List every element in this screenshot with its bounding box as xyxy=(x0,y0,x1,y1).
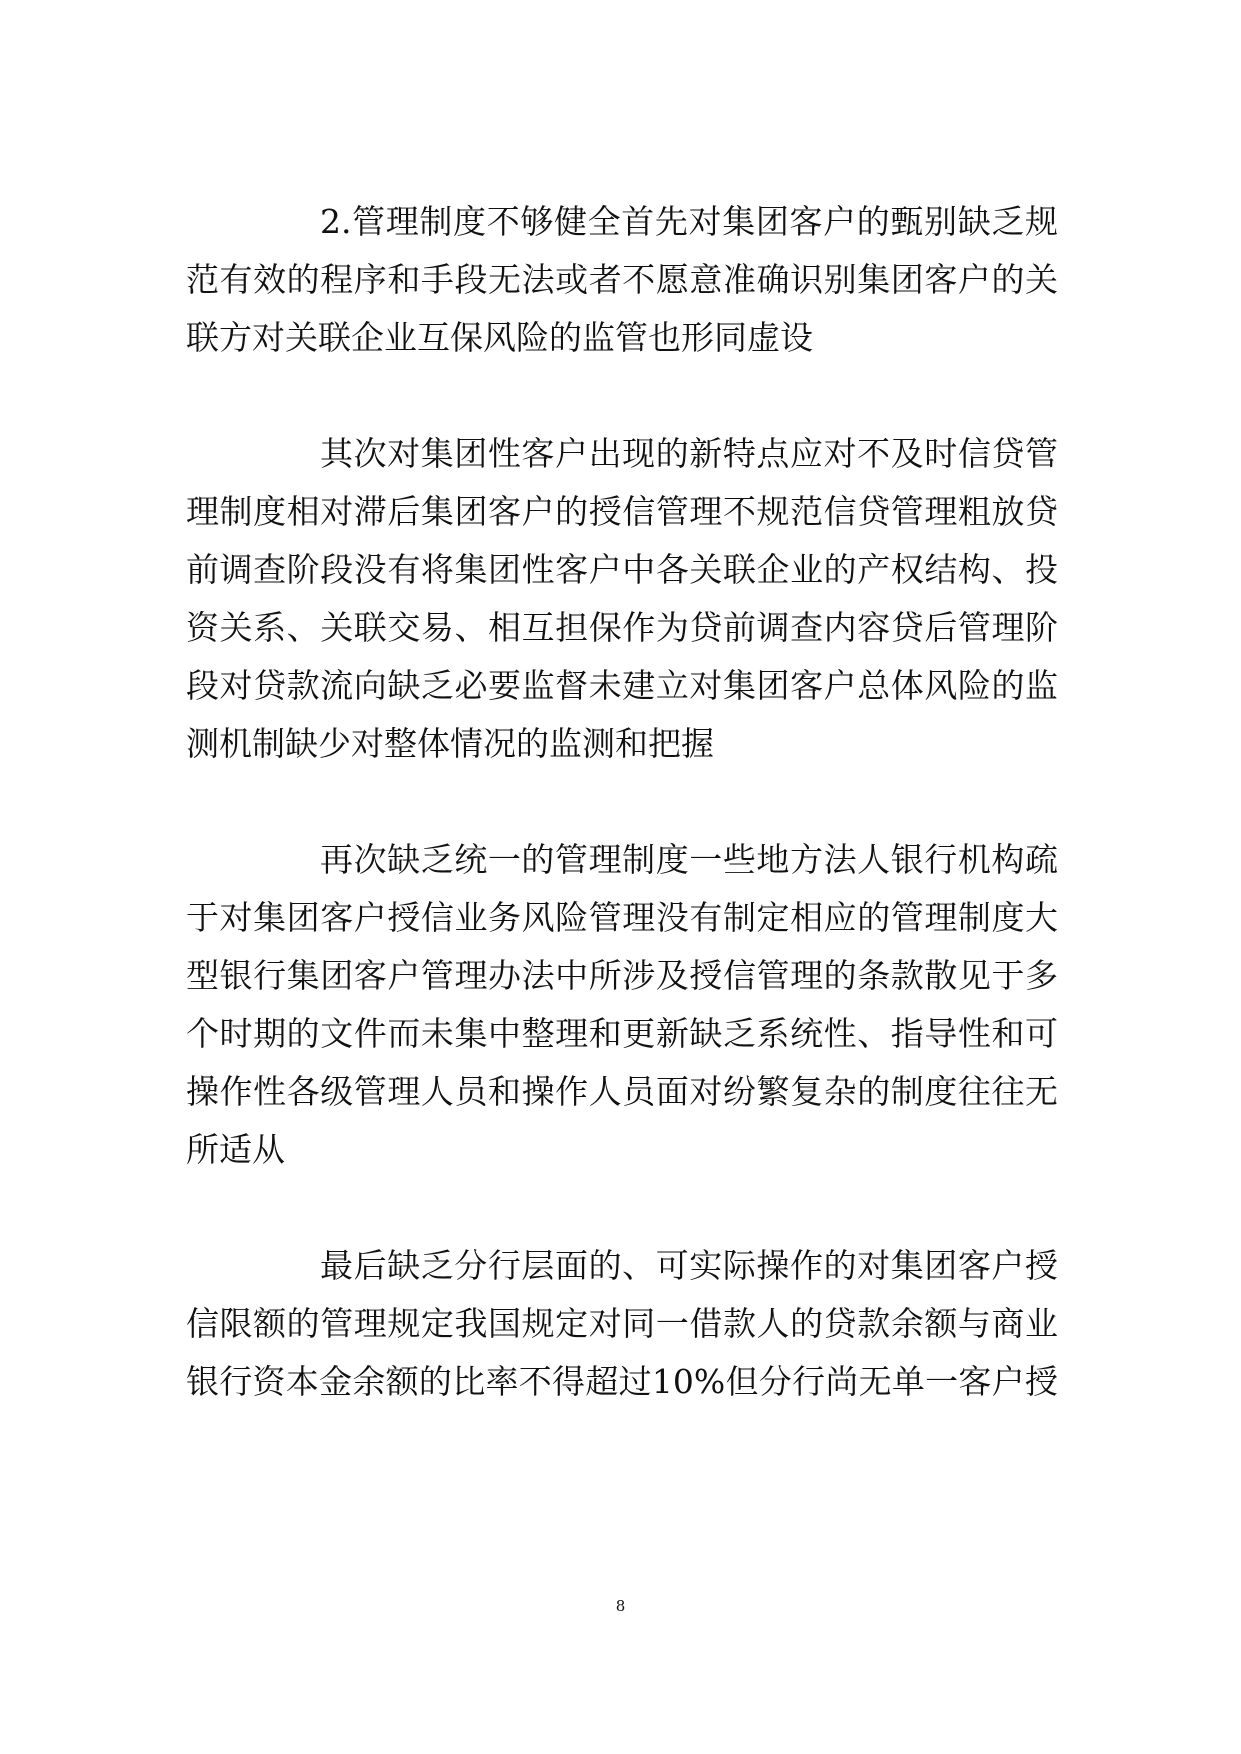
paragraph-3-line-5: 操作性各级管理人员和操作人员面对纷繁复杂的制度往往无 xyxy=(186,1072,1058,1111)
paragraph-1-line-1: 2.管理制度不够健全首先对集团客户的甄别缺乏规 xyxy=(320,202,1058,241)
paragraph-3-line-1: 再次缺乏统一的管理制度一些地方法人银行机构疏 xyxy=(320,840,1058,879)
paragraph-2-line-5: 段对贷款流向缺乏必要监督未建立对集团客户总体风险的监 xyxy=(186,666,1058,705)
paragraph-2-line-3: 前调查阶段没有将集团性客户中各关联企业的产权结构、投 xyxy=(186,550,1058,589)
paragraph-2-line-1: 其次对集团性客户出现的新特点应对不及时信贷管 xyxy=(320,434,1058,473)
paragraph-3-line-3: 型银行集团客户管理办法中所涉及授信管理的条款散见于多 xyxy=(186,956,1058,995)
paragraph-4-line-1: 最后缺乏分行层面的、可实际操作的对集团客户授 xyxy=(320,1246,1058,1285)
paragraph-3-line-6: 所适从 xyxy=(186,1130,285,1169)
paragraph-2-line-4: 资关系、关联交易、相互担保作为贷前调查内容贷后管理阶 xyxy=(186,608,1058,647)
paragraph-3-line-4: 个时期的文件而未集中整理和更新缺乏系统性、指导性和可 xyxy=(186,1014,1058,1053)
paragraph-4-line-2: 信限额的管理规定我国规定对同一借款人的贷款余额与商业 xyxy=(186,1304,1058,1343)
page-number: 8 xyxy=(615,1597,626,1615)
paragraph-1-line-2: 范有效的程序和手段无法或者不愿意准确识别集团客户的关 xyxy=(186,260,1058,299)
paragraph-1-line-3: 联方对关联企业互保风险的监管也形同虚设 xyxy=(186,318,813,357)
paragraph-3-line-2: 于对集团客户授信业务风险管理没有制定相应的管理制度大 xyxy=(186,898,1058,937)
paragraph-2-line-6: 测机制缺少对整体情况的监测和把握 xyxy=(186,724,714,763)
paragraph-2-line-2: 理制度相对滞后集团客户的授信管理不规范信贷管理粗放贷 xyxy=(186,492,1058,531)
paragraph-4-line-3: 银行资本金余额的比率不得超过10%但分行尚无单一客户授 xyxy=(186,1362,1058,1401)
